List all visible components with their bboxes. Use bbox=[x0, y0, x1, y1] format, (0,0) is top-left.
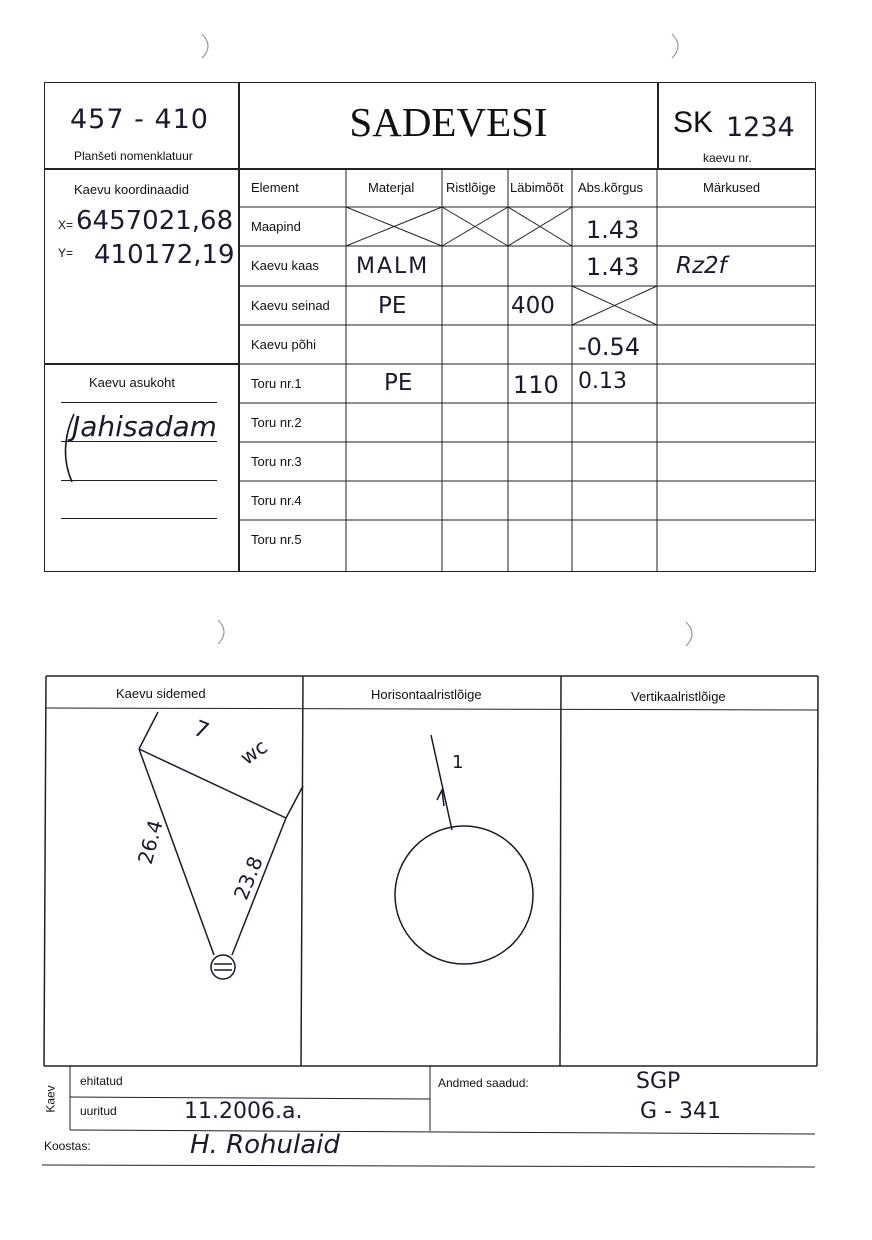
x-prefix: X= bbox=[58, 218, 74, 232]
location-label: Kaevu asukoht bbox=[89, 375, 176, 390]
column-header-material: Materjal bbox=[368, 180, 415, 195]
row-label-well-bottom: Kaevu põhi bbox=[251, 337, 317, 352]
column-header-element: Element bbox=[251, 180, 299, 195]
column-header-notes: Märkused bbox=[703, 180, 761, 195]
nomenclature-value: 457 - 410 bbox=[70, 104, 209, 135]
sketch-vertical-label: Vertikaalristlõige bbox=[631, 689, 726, 704]
pipe-1-material: PE bbox=[384, 370, 413, 396]
row-label-pipe-3: Toru nr.3 bbox=[251, 454, 302, 469]
walls-material: PE bbox=[378, 293, 407, 319]
built-label: ehitatud bbox=[80, 1074, 123, 1088]
column-header-diameter: Läbimõõt bbox=[510, 180, 564, 195]
pipe-1-diameter: 110 bbox=[513, 371, 559, 399]
compiled-by-signature: H. Rohulaid bbox=[190, 1130, 340, 1160]
tie-distance-right: 23.8 bbox=[228, 852, 268, 904]
cover-material: MALM bbox=[356, 254, 430, 279]
sketch-ties-label: Kaevu sidemed bbox=[116, 686, 206, 701]
page-title: SADEVESI bbox=[349, 99, 548, 145]
tie-label-wc: wc bbox=[235, 734, 272, 770]
row-label-pipe-1: Toru nr.1 bbox=[251, 376, 302, 391]
sketch-horizontal-label: Horisontaalristlõige bbox=[371, 687, 482, 702]
cover-notes: Rz2f bbox=[676, 253, 727, 279]
y-prefix: Y= bbox=[58, 246, 74, 260]
row-label-well-walls: Kaevu seinad bbox=[251, 298, 330, 313]
column-header-cross-section: Ristlõige bbox=[446, 180, 496, 195]
x-coordinate-value: 6457021,68 bbox=[76, 206, 234, 236]
tie-distance-top: 7 bbox=[189, 716, 213, 745]
compiled-by-label: Koostas: bbox=[44, 1139, 91, 1153]
pipe-number-label: 1 bbox=[452, 752, 464, 773]
row-label-well-cover: Kaevu kaas bbox=[251, 258, 319, 273]
row-label-pipe-5: Toru nr.5 bbox=[251, 532, 302, 547]
ground-abs-elevation: 1.43 bbox=[586, 216, 640, 244]
data-source-label: Andmed saadud: bbox=[438, 1076, 529, 1090]
well-number-value: 1234 bbox=[726, 112, 795, 143]
nomenclature-label: Planšeti nomenklatuur bbox=[74, 149, 193, 163]
well-number-prefix: SK bbox=[673, 106, 714, 139]
walls-diameter: 400 bbox=[511, 293, 555, 319]
column-header-abs-elevation: Abs.kõrgus bbox=[578, 180, 644, 195]
data-source-value-1: SGP bbox=[636, 1069, 681, 1094]
tie-distance-left: 26.4 bbox=[132, 817, 168, 867]
bottom-abs-elevation: -0.54 bbox=[578, 333, 641, 361]
footer-side-label: Kaev bbox=[43, 1085, 58, 1113]
surveyed-label: uuritud bbox=[80, 1104, 117, 1118]
y-coordinate-value: 410172,19 bbox=[94, 240, 235, 270]
cover-abs-elevation: 1.43 bbox=[586, 253, 640, 281]
surveyed-date: 11.2006.a. bbox=[184, 1099, 303, 1124]
pipe-1-abs-elevation: 0.13 bbox=[578, 369, 627, 394]
row-label-ground: Maapind bbox=[251, 219, 301, 234]
location-value: Jahisadam bbox=[72, 410, 217, 443]
row-label-pipe-4: Toru nr.4 bbox=[251, 493, 302, 508]
data-source-value-2: G - 341 bbox=[640, 1099, 721, 1124]
well-number-label: kaevu nr. bbox=[703, 151, 752, 165]
row-label-pipe-2: Toru nr.2 bbox=[251, 415, 302, 430]
coordinates-label: Kaevu koordinaadid bbox=[74, 182, 189, 197]
